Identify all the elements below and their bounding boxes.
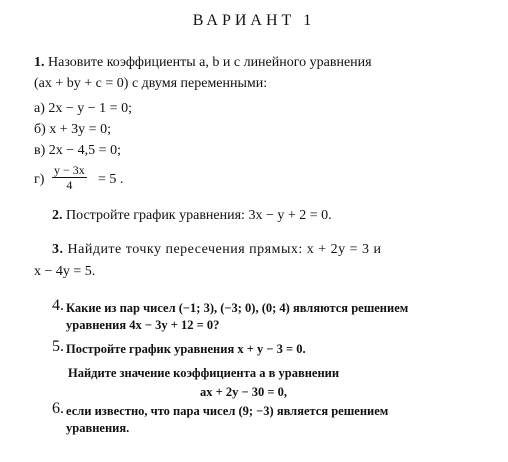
task4-text-line1: Какие из пар чисел (−1; 3), (−3; 0), (0; 4) являются решением bbox=[66, 301, 409, 315]
task4-text-line2: уравнения 4x − 3y + 12 = 0? bbox=[66, 318, 220, 332]
task6-text-line1: Найдите значение коэффициента a в уравнении bbox=[68, 366, 340, 380]
task5-number: 5. bbox=[52, 338, 64, 355]
task1-text-line2: (ax + by + c = 0) с двумя переменными: bbox=[34, 76, 268, 91]
task6-equation: ax + 2y − 30 = 0, bbox=[200, 385, 287, 399]
task1-item-b: б) x + 3y = 0; bbox=[34, 122, 111, 137]
task3-line1 bbox=[52, 242, 382, 258]
task6-number: 6. bbox=[52, 400, 64, 417]
task6-text-line3: если известно, что пара чисел (9; −3) является решением bbox=[66, 404, 389, 418]
task3-text-line2: x − 4y = 5. bbox=[34, 264, 96, 279]
task5-text: Постройте график уравнения x + y − 3 = 0. bbox=[66, 342, 306, 356]
task2-text: Постройте график уравнения: 3x − y + 2 = 0. bbox=[66, 208, 332, 223]
task1-item-d-prefix: г) bbox=[34, 172, 45, 187]
task4-number: 4. bbox=[52, 297, 64, 314]
task2-line bbox=[52, 208, 332, 224]
fraction-numerator: y − 3x bbox=[54, 163, 85, 177]
task1-text-line1: Назовите коэффициенты a, b и c линейного уравнения bbox=[48, 55, 372, 70]
task1-item-a: а) 2x − y − 1 = 0; bbox=[34, 101, 132, 116]
task1-number: 1. bbox=[34, 55, 45, 70]
fraction-denominator: 4 bbox=[66, 178, 73, 192]
task6-text-line4: уравнения. bbox=[66, 421, 130, 435]
task3-text-line1: Найдите точку пересечения прямых: x + 2y = 3 и bbox=[67, 242, 382, 257]
task1-item-d-fraction bbox=[52, 164, 87, 191]
task1-item-d-suffix: = 5 . bbox=[98, 172, 124, 187]
task1-item-c: в) 2x − 4,5 = 0; bbox=[34, 143, 121, 158]
task2-number: 2. bbox=[52, 208, 63, 223]
variant-title: ВАРИАНТ 1 bbox=[192, 12, 316, 29]
task1-line1 bbox=[34, 55, 372, 71]
task3-number: 3. bbox=[52, 242, 64, 257]
